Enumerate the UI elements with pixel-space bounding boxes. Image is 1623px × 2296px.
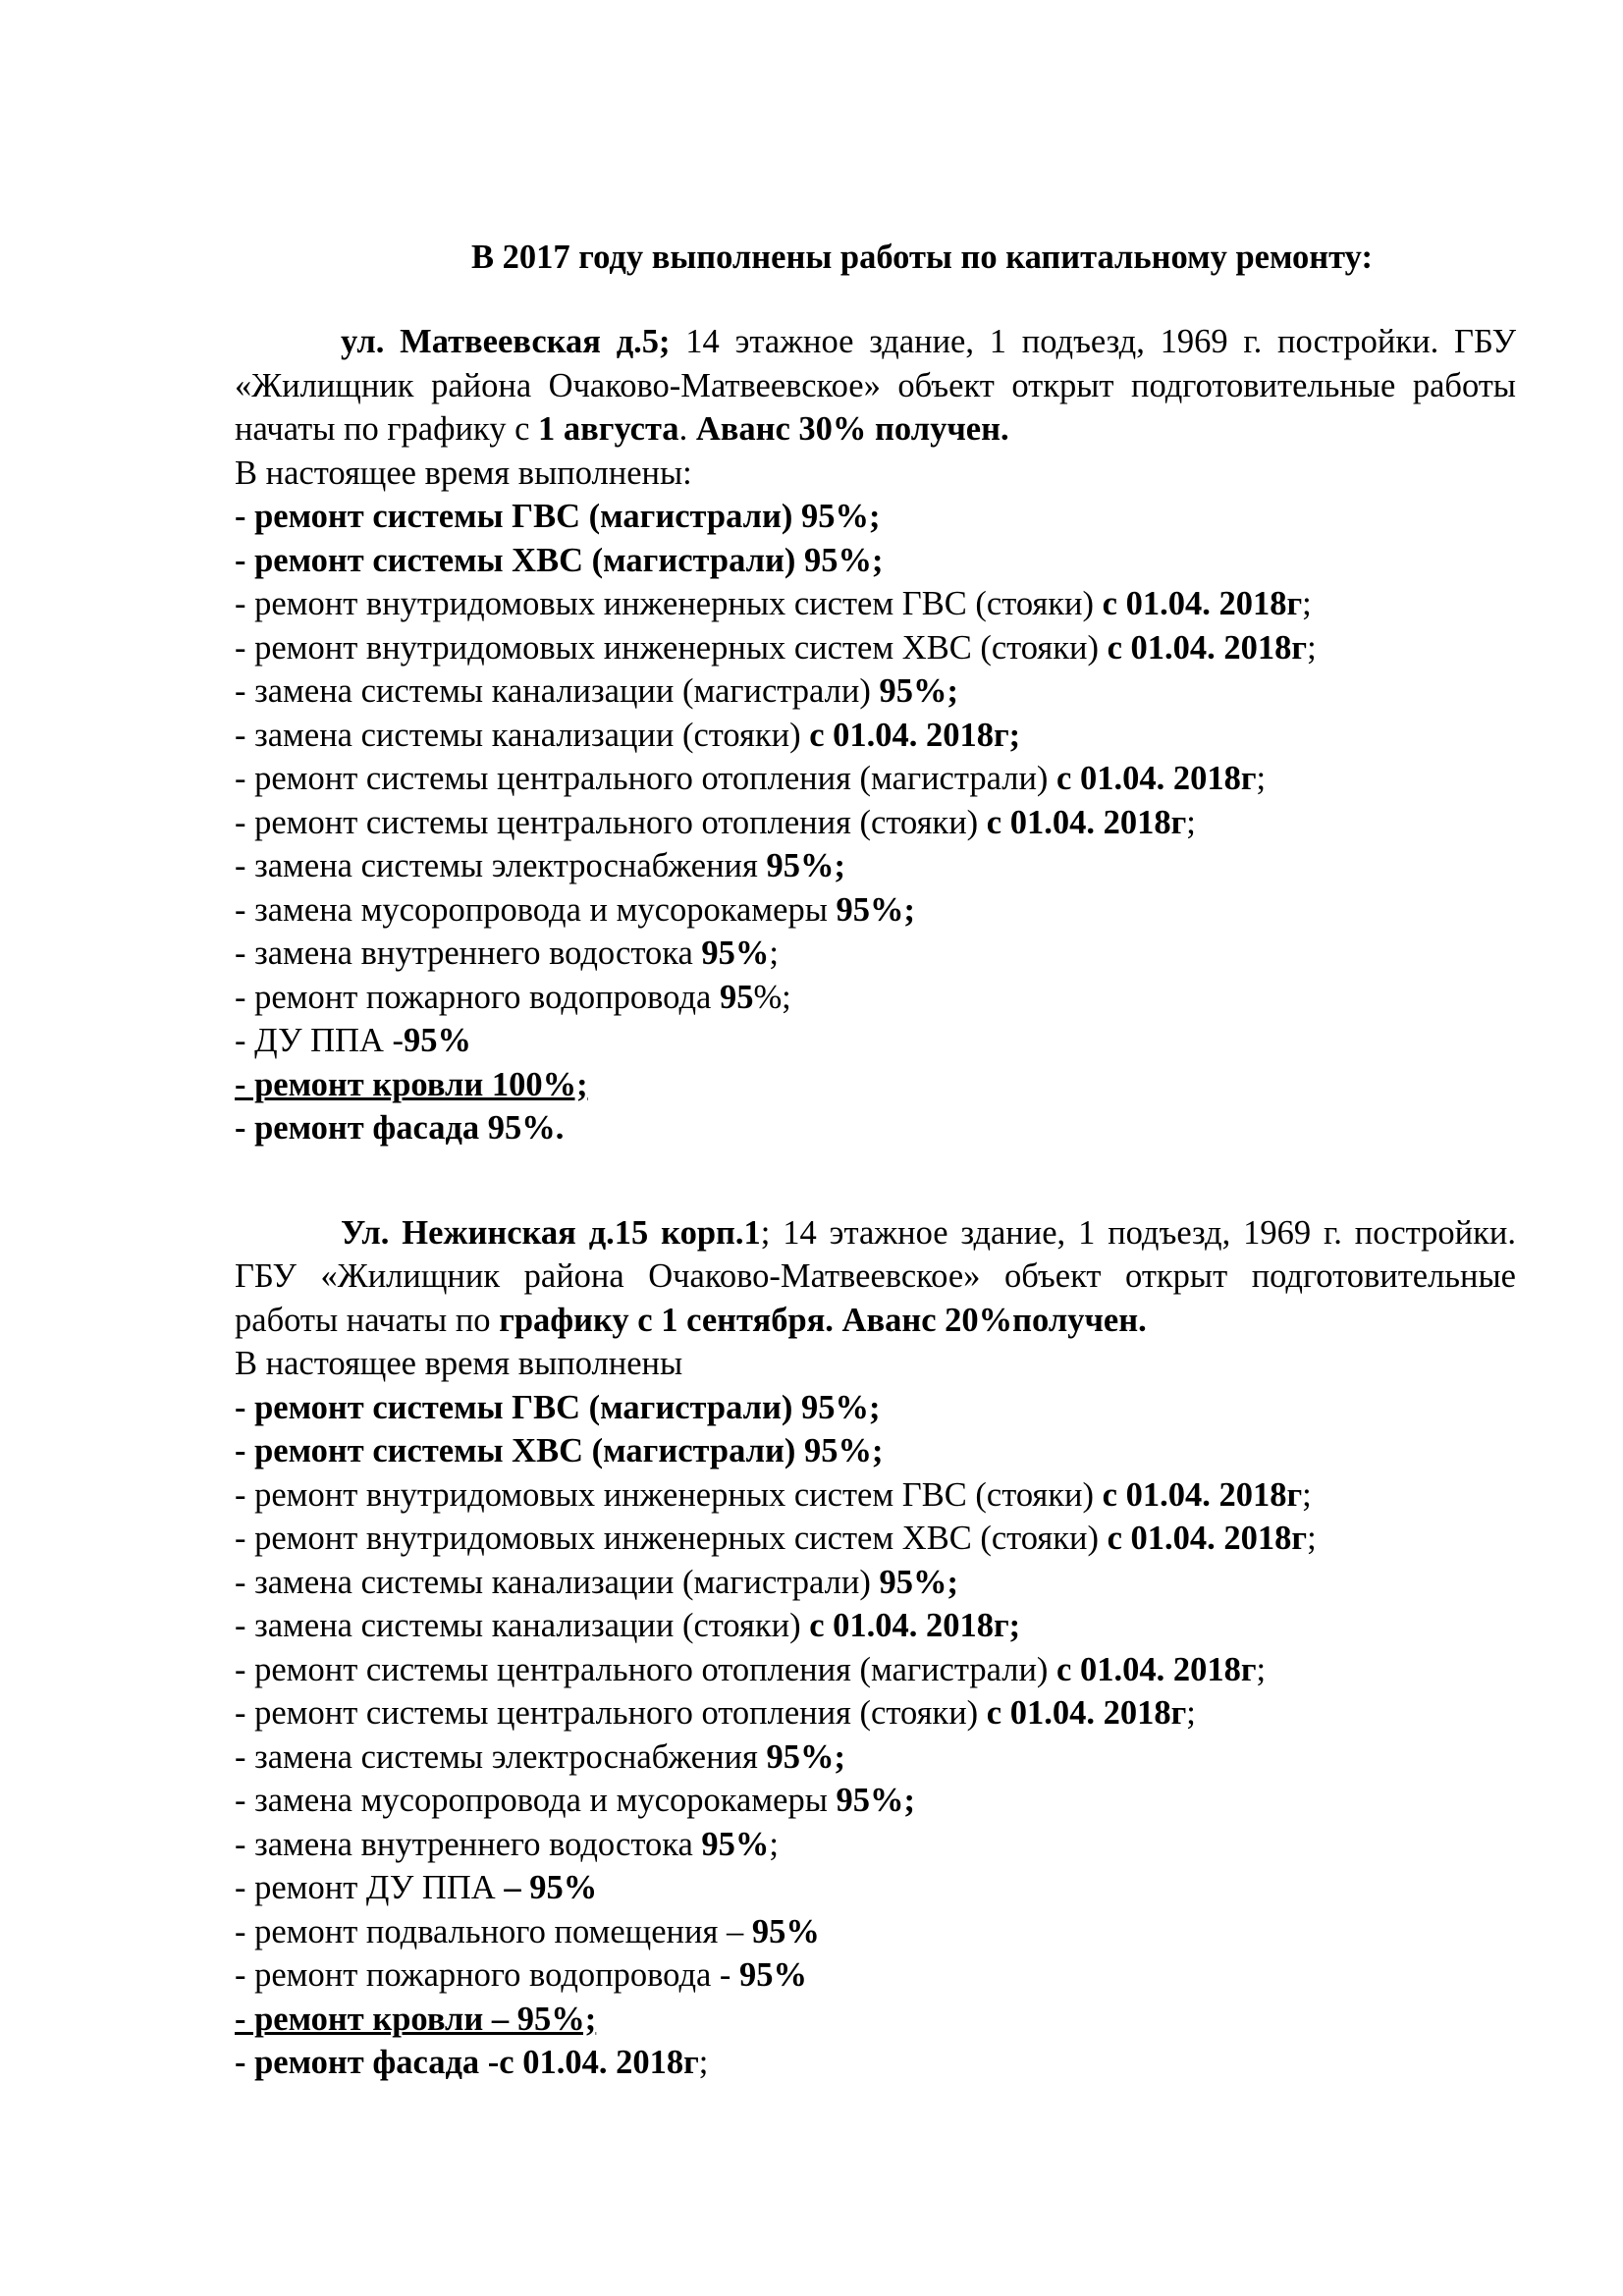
list-item-value: 95% bbox=[403, 1022, 471, 1059]
schedule-advance-text: графику с 1 сентября. Аванс 20%получен. bbox=[499, 1301, 1147, 1339]
section-matveevskaya-5 bbox=[235, 320, 1516, 1150]
list-item-value: 95%; bbox=[836, 890, 915, 929]
list-item-text: - ремонт системы ГВС (магистрали) 95%; bbox=[235, 498, 881, 535]
list-item-text: ; bbox=[1307, 628, 1317, 667]
section-intro bbox=[235, 320, 1516, 452]
list-item-text: ; bbox=[769, 1825, 779, 1863]
list-item bbox=[235, 495, 1516, 539]
advance-text: Аванс 30% получен. bbox=[687, 410, 1009, 448]
list-item bbox=[235, 976, 1516, 1020]
list-item bbox=[235, 1019, 1516, 1063]
list-item-text: - ремонт фасада 95%. bbox=[235, 1109, 565, 1147]
list-item-value: 95 bbox=[719, 978, 754, 1016]
list-item bbox=[235, 1429, 1516, 1473]
list-item-text: ; bbox=[1302, 585, 1312, 622]
list-item-value: – 95% bbox=[504, 1869, 598, 1906]
list-item bbox=[235, 452, 1516, 496]
list-item-value: 95% bbox=[751, 1912, 820, 1950]
list-item-text: ; bbox=[1186, 1694, 1196, 1732]
list-item bbox=[235, 801, 1516, 845]
list-item-text: - ремонт системы центрального отопления (стояки) bbox=[235, 803, 987, 841]
list-item-value: с 01.04. 2018г bbox=[986, 1694, 1187, 1732]
list-item bbox=[235, 626, 1516, 670]
list-item-text: ; bbox=[1256, 1650, 1267, 1688]
list-item bbox=[235, 1779, 1516, 1823]
list-item bbox=[235, 1342, 1516, 1386]
list-item bbox=[235, 932, 1516, 976]
list-item-text: - замена системы канализации (магистрали) bbox=[235, 672, 880, 710]
list-item-text: - замена системы канализации (стояки) bbox=[235, 1607, 810, 1644]
list-item-text: - ремонт внутридомовых инженерных систем ХВС (стояки) bbox=[235, 628, 1108, 667]
list-item-text: - замена внутреннего водостока bbox=[235, 934, 702, 972]
section-intro bbox=[235, 1211, 1516, 1343]
intro-text: . bbox=[678, 410, 688, 448]
list-item bbox=[235, 1473, 1516, 1518]
list-item-text: - замена системы канализации (магистрали) bbox=[235, 1563, 880, 1601]
list-item bbox=[235, 582, 1516, 626]
section-nezhinskaya-15-1 bbox=[235, 1211, 1516, 2085]
work-list bbox=[235, 1342, 1516, 2085]
list-item-value: 95%; bbox=[766, 1737, 845, 1776]
list-item-text: - ремонт системы центрального отопления (магистрали) bbox=[235, 1650, 1057, 1688]
list-item-text: - ремонт подвального помещения – bbox=[235, 1912, 752, 1950]
list-item-text: - замена системы электроснабжения bbox=[235, 1737, 767, 1776]
list-item bbox=[235, 1063, 1516, 1107]
list-item-text: - ремонт внутридомовых инженерных систем ГВС (стояки) bbox=[235, 585, 1103, 622]
list-item-text: - замена внутреннего водостока bbox=[235, 1825, 702, 1863]
list-item-value: с 01.04. 2018г; bbox=[809, 1607, 1021, 1644]
list-item-text: В настоящее время выполнены: bbox=[235, 454, 692, 492]
list-item-value: с 01.04. 2018г bbox=[986, 803, 1187, 841]
list-item-value: с 01.04. 2018г bbox=[1107, 1520, 1308, 1557]
list-item-text: - ремонт внутридомовых инженерных систем ХВС (стояки) bbox=[235, 1520, 1108, 1557]
list-item-text: - ремонт кровли 100%; bbox=[235, 1065, 588, 1103]
list-item-text: - ремонт системы ХВС (магистрали) 95%; bbox=[235, 1432, 884, 1469]
list-item-text: - ремонт системы ГВС (магистрали) 95%; bbox=[235, 1388, 881, 1426]
section-gap bbox=[235, 1150, 1516, 1211]
list-item bbox=[235, 1998, 1516, 2042]
list-item-text: - ремонт пожарного водопровода - bbox=[235, 1956, 740, 1994]
list-item bbox=[235, 844, 1516, 888]
intro-text: 14 этажное здание, 1 подъезд, 1969 г. постройки. ГБУ «Жилищник района Очаково-Матвеевское» объект открыт подготовительные работы начаты по графику с bbox=[235, 323, 1516, 448]
list-item-value: с 01.04. 2018г; bbox=[809, 716, 1021, 754]
list-item-text: - замена системы электроснабжения bbox=[235, 847, 767, 884]
list-item-value: 95% bbox=[701, 1825, 770, 1863]
list-item-text: - ДУ ППА - bbox=[235, 1022, 404, 1059]
list-item bbox=[235, 1648, 1516, 1692]
list-item bbox=[235, 1910, 1516, 1954]
list-item-text: ; bbox=[698, 2044, 709, 2081]
list-item-text: - ремонт ДУ ППА bbox=[235, 1869, 505, 1906]
list-item-value: с 01.04. 2018г bbox=[1107, 628, 1308, 667]
list-item bbox=[235, 669, 1516, 714]
list-item bbox=[235, 1386, 1516, 1430]
list-item-value: 95%; bbox=[879, 672, 958, 710]
list-item-value: с 01.04. 2018г bbox=[1102, 1475, 1303, 1514]
list-item bbox=[235, 888, 1516, 933]
list-item-value: 95% bbox=[739, 1956, 808, 1994]
list-item-value: с 01.04. 2018г bbox=[1056, 1650, 1257, 1688]
list-item bbox=[235, 1691, 1516, 1735]
document-page bbox=[235, 236, 1516, 2085]
list-item bbox=[235, 1953, 1516, 1998]
list-item bbox=[235, 1823, 1516, 1867]
list-item-text: - замена системы канализации (стояки) bbox=[235, 716, 810, 754]
list-item-text: ; bbox=[769, 934, 779, 972]
list-item-text: - замена мусоропровода и мусорокамеры bbox=[235, 1782, 837, 1819]
list-item-text: - ремонт пожарного водопровода bbox=[235, 978, 720, 1016]
list-item-text: - ремонт системы центрального отопления (магистрали) bbox=[235, 760, 1057, 797]
list-item-value: с 01.04. 2018г bbox=[1056, 760, 1257, 797]
list-item-text: ; bbox=[1307, 1520, 1317, 1557]
list-item bbox=[235, 2041, 1516, 2085]
document-heading: В 2017 году выполнены работы по капитальному ремонту: bbox=[471, 239, 1373, 276]
list-item-value: 95%; bbox=[879, 1563, 958, 1601]
work-list bbox=[235, 452, 1516, 1150]
list-item bbox=[235, 539, 1516, 583]
list-item-text: - ремонт внутридомовых инженерных систем ГВС (стояки) bbox=[235, 1475, 1103, 1514]
list-item bbox=[235, 1561, 1516, 1605]
list-item-text: - ремонт системы ХВС (магистрали) 95%; bbox=[235, 541, 884, 579]
list-item-text: - ремонт системы центрального отопления (стояки) bbox=[235, 1694, 987, 1732]
list-item-text: - ремонт фасада -с 01.04. 2018г bbox=[235, 2044, 699, 2081]
list-item bbox=[235, 757, 1516, 801]
list-item-value: 95%; bbox=[836, 1782, 915, 1819]
list-item bbox=[235, 1866, 1516, 1910]
address-text: Ул. Нежинская д.15 корп.1 bbox=[341, 1213, 761, 1252]
list-item-text: - замена мусоропровода и мусорокамеры bbox=[235, 890, 837, 929]
list-item bbox=[235, 1604, 1516, 1648]
list-item bbox=[235, 1735, 1516, 1780]
list-item bbox=[235, 1517, 1516, 1561]
address-text: ул. Матвеевская д.5; bbox=[341, 323, 671, 360]
list-item-text: ; bbox=[1186, 803, 1196, 841]
list-item-text: ; bbox=[1256, 760, 1267, 797]
intro-text: ; 14 этажное здание, 1 подъезд, 1969 г. постройки. ГБУ «Жилищник района Очаково-Матвеевское» объект открыт подготовительные работы начаты по bbox=[235, 1213, 1516, 1339]
list-item-value: с 01.04. 2018г bbox=[1102, 585, 1303, 622]
list-item bbox=[235, 714, 1516, 758]
list-item-value: 95%; bbox=[766, 847, 845, 884]
list-item-text: ; bbox=[1302, 1475, 1312, 1514]
start-date-text: 1 августа bbox=[538, 410, 679, 448]
list-item-text: - ремонт кровли – 95%; bbox=[235, 2000, 597, 2038]
list-item-text: %; bbox=[753, 978, 791, 1016]
list-item-value: 95% bbox=[701, 934, 770, 972]
list-item-text: В настоящее время выполнены bbox=[235, 1345, 683, 1382]
list-item bbox=[235, 1106, 1516, 1150]
